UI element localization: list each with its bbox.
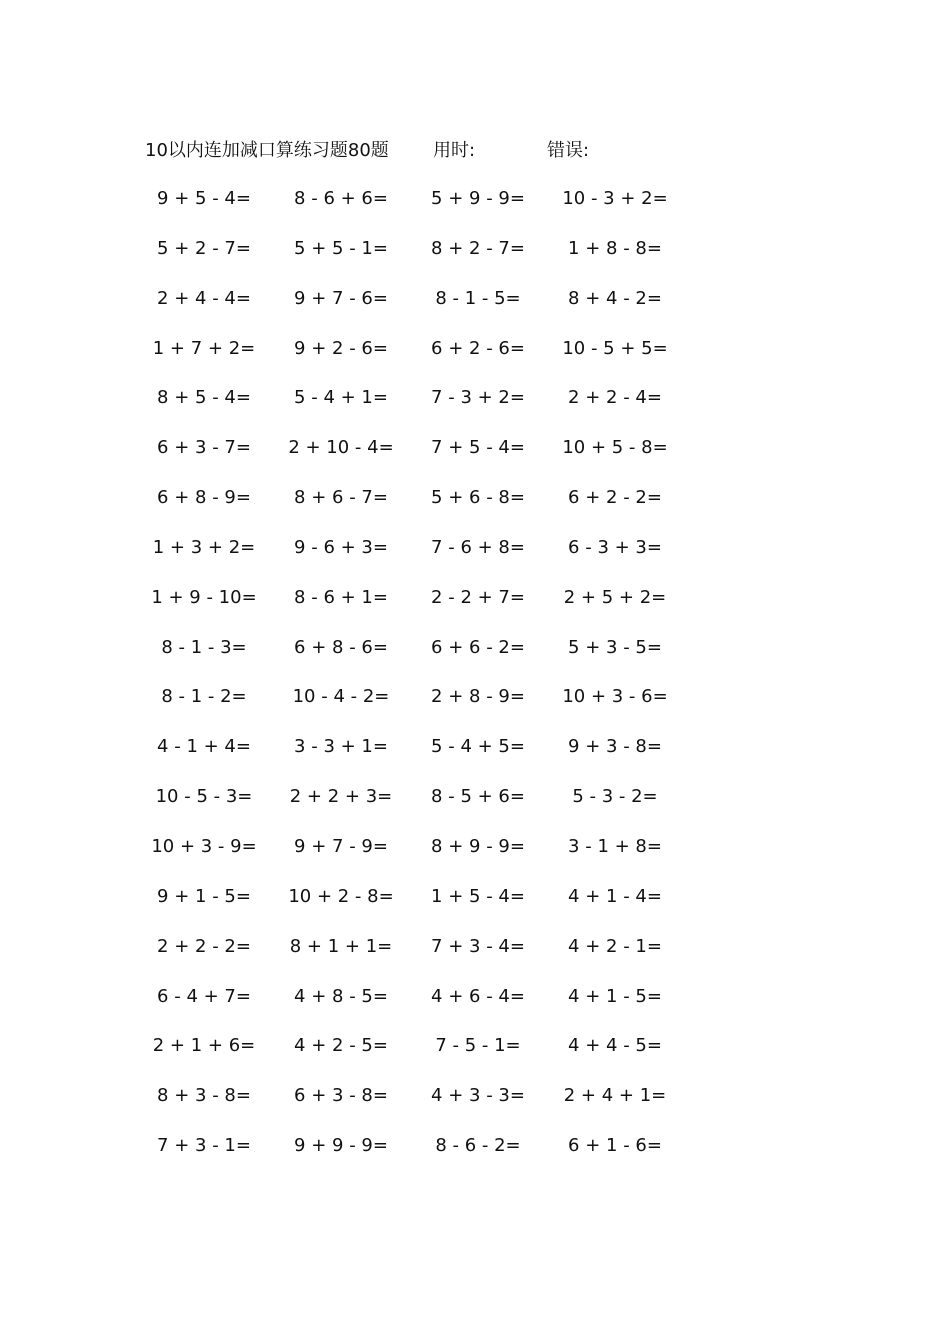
math-problem: 10 - 4 - 2=	[292, 686, 390, 708]
math-problem: 10 + 3 - 6=	[562, 686, 668, 708]
math-problem: 1 + 8 - 8=	[568, 237, 662, 259]
math-problem: 9 + 9 - 9=	[294, 1135, 388, 1157]
math-problem: 7 - 5 - 1=	[435, 1035, 521, 1057]
math-problem: 4 + 3 - 3=	[431, 1085, 525, 1107]
problem-row	[0, 1082, 950, 1132]
math-problem: 1 + 3 + 2=	[152, 536, 256, 558]
math-problem: 9 + 3 - 8=	[568, 736, 662, 758]
problem-row	[0, 285, 950, 335]
math-problem: 6 + 3 - 7=	[157, 437, 251, 459]
math-problem: 2 + 2 - 4=	[568, 387, 662, 409]
math-problem: 2 + 5 + 2=	[563, 586, 667, 608]
math-problem: 7 - 6 + 8=	[431, 536, 525, 558]
math-problem: 2 - 2 + 7=	[431, 586, 525, 608]
math-problem: 8 + 6 - 7=	[294, 487, 388, 509]
math-problem: 6 + 1 - 6=	[568, 1135, 662, 1157]
math-problem: 4 + 1 - 4=	[568, 885, 662, 907]
math-problem: 9 + 5 - 4=	[157, 188, 251, 209]
math-problem: 7 + 3 - 1=	[157, 1135, 251, 1157]
math-problem: 6 + 2 - 6=	[431, 337, 525, 359]
math-problem: 8 + 3 - 8=	[157, 1085, 251, 1107]
math-problem: 8 - 6 - 2=	[435, 1135, 521, 1157]
math-problem: 8 + 1 + 1=	[289, 935, 393, 957]
problem-row	[0, 1032, 950, 1082]
math-problem: 1 + 5 - 4=	[431, 885, 525, 907]
problem-row	[0, 185, 950, 235]
math-problem: 4 + 2 - 5=	[294, 1035, 388, 1057]
math-problem: 2 + 4 - 4=	[157, 287, 251, 309]
math-problem: 9 + 7 - 6=	[294, 287, 388, 309]
math-problem: 8 + 4 - 2=	[568, 287, 662, 309]
problem-row	[0, 335, 950, 385]
math-problem: 5 + 9 - 9=	[431, 188, 525, 209]
math-problem: 8 - 1 - 3=	[161, 636, 247, 658]
math-problem: 9 + 7 - 9=	[294, 835, 388, 857]
math-problem: 9 - 6 + 3=	[294, 536, 388, 558]
problem-row	[0, 384, 950, 434]
problem-row	[0, 983, 950, 1033]
math-problem: 6 + 3 - 8=	[294, 1085, 388, 1107]
math-problem: 1 + 9 - 10=	[151, 586, 257, 608]
math-problem: 4 + 1 - 5=	[568, 985, 662, 1007]
math-problem: 4 + 4 - 5=	[568, 1035, 662, 1057]
problem-row	[0, 783, 950, 833]
math-problem: 3 - 1 + 8=	[568, 835, 662, 857]
time-used-label: 用时:	[433, 140, 476, 161]
math-problem: 6 - 4 + 7=	[157, 985, 251, 1007]
math-problem: 10 + 3 - 9=	[151, 835, 257, 857]
math-problem: 4 + 2 - 1=	[568, 935, 662, 957]
math-problem: 8 + 9 - 9=	[431, 835, 525, 857]
problem-row	[0, 1132, 950, 1182]
math-problem: 2 + 2 - 2=	[157, 935, 251, 957]
math-problem: 8 - 6 + 1=	[294, 586, 388, 608]
math-problem: 8 + 5 - 4=	[157, 387, 251, 409]
problem-row	[0, 235, 950, 285]
math-problem: 5 - 4 + 5=	[431, 736, 525, 758]
math-problem: 10 - 5 - 3=	[155, 786, 253, 808]
math-problem: 8 - 5 + 6=	[431, 786, 525, 808]
problem-row	[0, 584, 950, 634]
worksheet-title: 10以内连加减口算练习题80题	[145, 140, 389, 161]
math-problem: 4 + 6 - 4=	[431, 985, 525, 1007]
problem-row	[0, 733, 950, 783]
math-problem: 10 - 5 + 5=	[562, 337, 668, 359]
math-problem: 8 + 2 - 7=	[431, 237, 525, 259]
problem-row	[0, 534, 950, 584]
problem-row	[0, 434, 950, 484]
problem-row	[0, 883, 950, 933]
math-problem: 5 - 4 + 1=	[294, 387, 388, 409]
math-problem: 7 - 3 + 2=	[431, 387, 525, 409]
math-problem: 7 + 5 - 4=	[431, 437, 525, 459]
math-problem: 9 + 1 - 5=	[157, 885, 251, 907]
math-problem: 2 + 1 + 6=	[152, 1035, 256, 1057]
problem-row	[0, 634, 950, 684]
math-problem: 2 + 2 + 3=	[289, 786, 393, 808]
math-problem: 5 + 3 - 5=	[568, 636, 662, 658]
math-problem: 8 - 6 + 6=	[294, 188, 388, 209]
math-problem: 6 + 2 - 2=	[568, 487, 662, 509]
math-problem: 2 + 4 + 1=	[563, 1085, 667, 1107]
math-problem: 4 - 1 + 4=	[157, 736, 251, 758]
math-problem: 2 + 10 - 4=	[288, 437, 394, 459]
errors-label: 错误:	[547, 140, 590, 161]
math-problem: 8 - 1 - 2=	[161, 686, 247, 708]
math-problem: 5 + 6 - 8=	[431, 487, 525, 509]
math-problem: 5 + 2 - 7=	[157, 237, 251, 259]
math-problem: 5 - 3 - 2=	[572, 786, 658, 808]
math-problem: 9 + 2 - 6=	[294, 337, 388, 359]
problem-row	[0, 833, 950, 883]
math-problem: 10 - 3 + 2=	[562, 188, 668, 209]
problem-row	[0, 683, 950, 733]
math-problem: 6 + 6 - 2=	[431, 636, 525, 658]
math-problem: 2 + 8 - 9=	[431, 686, 525, 708]
math-problem: 1 + 7 + 2=	[152, 337, 256, 359]
math-problem: 5 + 5 - 1=	[294, 237, 388, 259]
math-problem: 4 + 8 - 5=	[294, 985, 388, 1007]
math-problem: 6 - 3 + 3=	[568, 536, 662, 558]
math-problem: 8 - 1 - 5=	[435, 287, 521, 309]
math-problem: 6 + 8 - 9=	[157, 487, 251, 509]
problem-grid	[0, 185, 950, 1182]
math-problem: 7 + 3 - 4=	[431, 935, 525, 957]
math-problem: 10 + 2 - 8=	[288, 885, 394, 907]
math-problem: 10 + 5 - 8=	[562, 437, 668, 459]
problem-row	[0, 484, 950, 534]
problem-row	[0, 933, 950, 983]
math-problem: 6 + 8 - 6=	[294, 636, 388, 658]
math-problem: 3 - 3 + 1=	[294, 736, 388, 758]
